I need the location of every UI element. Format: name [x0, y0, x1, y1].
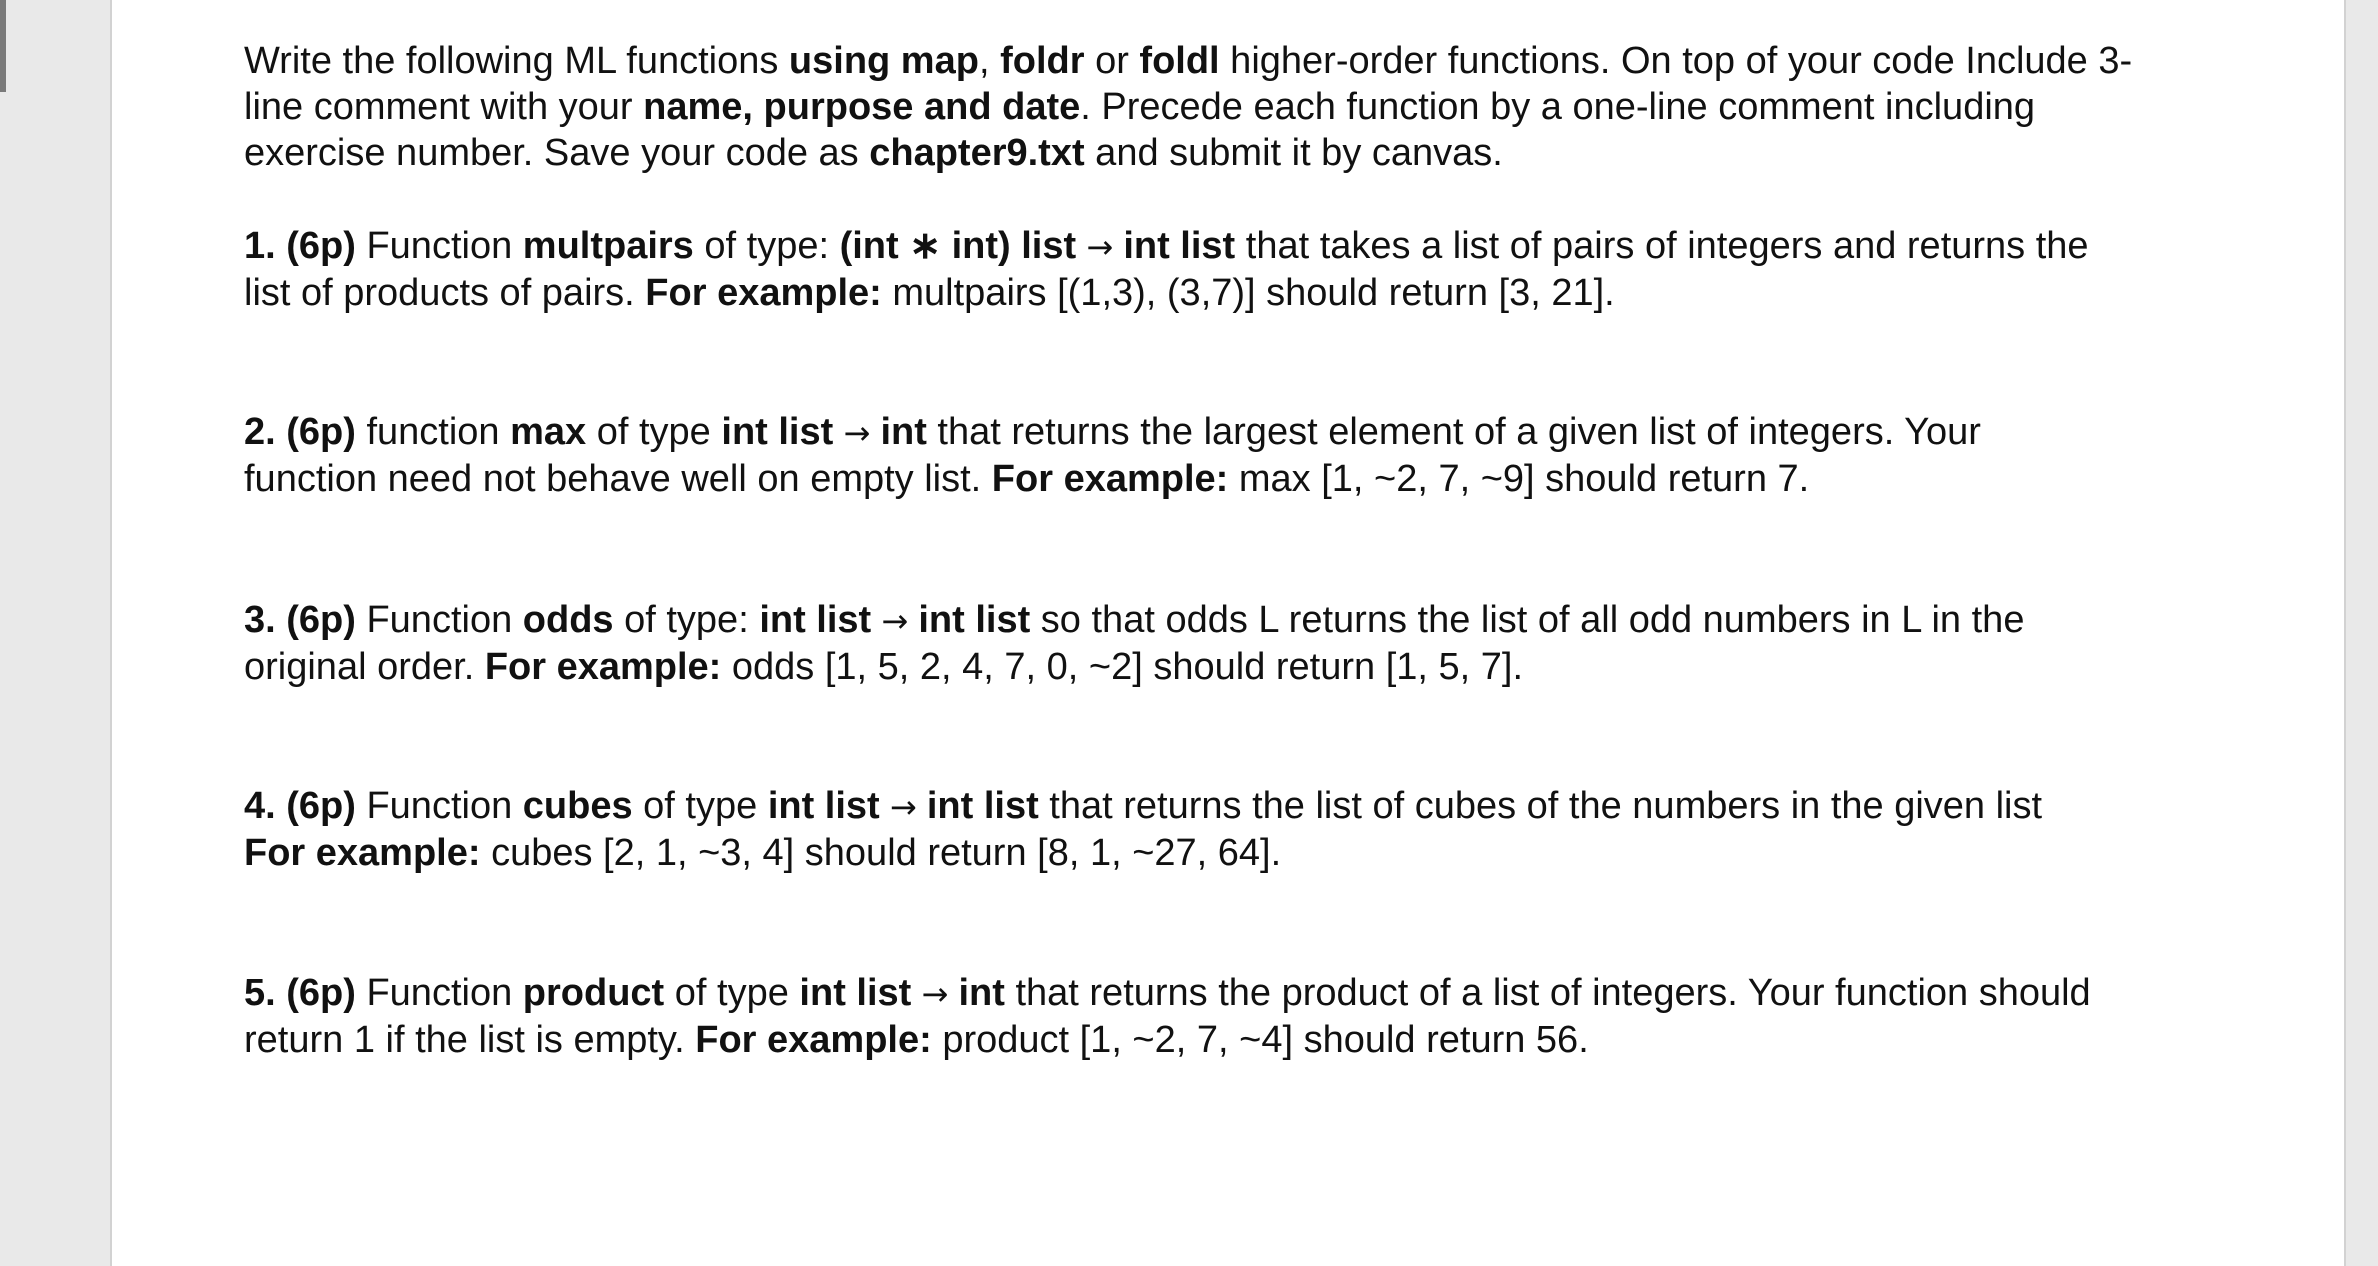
text-run: that returns the product of a list of integers. Your function should — [1004, 972, 2091, 1014]
exercise-number: 3. (6p) — [244, 599, 356, 641]
text-run: Function — [355, 599, 523, 641]
instructions-line — [244, 130, 2254, 176]
example-label: For example: — [645, 272, 882, 314]
text-run: function — [355, 411, 511, 453]
example-label: For example: — [244, 832, 481, 874]
window-left-edge — [0, 0, 6, 92]
type-input: int list — [799, 972, 912, 1014]
text-run: that takes a list of pairs of integers and returns the — [1235, 225, 2089, 267]
arrow-icon: → — [911, 975, 959, 1013]
text-run: multpairs [(1,3), (3,7)] should return [3, 21]. — [881, 272, 1615, 314]
function-name: max — [510, 411, 587, 453]
arrow-icon: → — [871, 602, 919, 640]
text-run: Write the following ML functions — [244, 40, 789, 82]
exercise-line — [244, 409, 2254, 456]
arrow-icon: → — [833, 414, 881, 452]
exercise-line — [244, 270, 2254, 316]
function-name: cubes — [522, 785, 633, 827]
exercise-4 — [244, 783, 2254, 876]
text-run: of type: — [693, 225, 840, 267]
emphasis-foldl: foldl — [1139, 40, 1220, 82]
type-output: int list — [1123, 225, 1236, 267]
text-run: of type: — [613, 599, 760, 641]
exercise-line — [244, 783, 2254, 830]
text-run: max [1, ~2, 7, ~9] should return 7. — [1228, 458, 1810, 500]
text-run: . Precede each function by a one-line comment including — [1080, 86, 2036, 128]
type-output: int — [880, 411, 927, 453]
text-run: odds [1, 5, 2, 4, 7, 0, ~2] should return [1, 5, 7]. — [721, 646, 1524, 688]
text-run: return 1 if the list is empty. — [244, 1019, 696, 1061]
emphasis-name-purpose-date: name, purpose and date — [643, 86, 1081, 128]
example-label: For example: — [484, 646, 722, 688]
function-name: odds — [522, 599, 614, 641]
exercise-line — [244, 223, 2254, 270]
text-run: list of products of pairs. — [244, 272, 646, 314]
exercise-5 — [244, 970, 2254, 1063]
emphasis-using-map: using map — [788, 40, 979, 82]
exercise-line — [244, 970, 2254, 1017]
text-run: , — [978, 40, 1001, 82]
exercise-line — [244, 644, 2254, 690]
text-run: product [1, ~2, 7, ~4] should return 56. — [931, 1019, 1589, 1061]
instructions-line — [244, 38, 2254, 84]
exercise-number: 2. (6p) — [244, 411, 356, 453]
function-name: multpairs — [522, 225, 694, 267]
emphasis-filename: chapter9.txt — [869, 132, 1085, 174]
type-input: int list — [759, 599, 872, 641]
text-run: line comment with your — [244, 86, 644, 128]
exercise-line — [244, 830, 2254, 876]
type-input: int list — [721, 411, 834, 453]
type-output: int list — [926, 785, 1039, 827]
text-run: that returns the largest element of a given list of integers. Your — [926, 411, 1981, 453]
text-run: or — [1084, 40, 1140, 82]
exercise-number: 4. (6p) — [244, 785, 356, 827]
exercise-2 — [244, 409, 2254, 502]
text-run: of type — [586, 411, 722, 453]
text-run: of type — [664, 972, 800, 1014]
text-run: original order. — [244, 646, 485, 688]
exercise-line — [244, 597, 2254, 644]
exercise-line — [244, 456, 2254, 502]
arrow-icon: → — [879, 788, 927, 826]
text-run: exercise number. Save your code as — [244, 132, 870, 174]
example-label: For example: — [695, 1019, 932, 1061]
arrow-icon: → — [1076, 228, 1124, 266]
document-content — [244, 38, 2254, 1063]
exercise-1 — [244, 223, 2254, 316]
exercise-line — [244, 1017, 2254, 1063]
type-input: (int ∗ int) list — [839, 225, 1077, 267]
text-run: Function — [355, 785, 523, 827]
type-output: int list — [918, 599, 1031, 641]
type-input: int list — [767, 785, 880, 827]
text-run: higher-order functions. On top of your code Include 3- — [1219, 40, 2133, 82]
type-output: int — [958, 972, 1005, 1014]
text-run: and submit it by canvas. — [1084, 132, 1503, 174]
text-run: so that odds L returns the list of all odd numbers in L in the — [1030, 599, 2025, 641]
emphasis-foldr: foldr — [1000, 40, 1085, 82]
function-name: product — [522, 972, 665, 1014]
text-run: that returns the list of cubes of the numbers in the given list — [1038, 785, 2043, 827]
text-run: cubes [2, 1, ~3, 4] should return [8, 1, ~27, 64]. — [480, 832, 1282, 874]
instructions-paragraph — [244, 38, 2254, 176]
example-label: For example: — [991, 458, 1229, 500]
instructions-line — [244, 84, 2254, 130]
exercise-3 — [244, 597, 2254, 690]
exercise-number: 1. (6p) — [244, 225, 356, 267]
text-run: function need not behave well on empty list. — [244, 458, 992, 500]
document-page — [110, 0, 2346, 1266]
text-run: Function — [355, 972, 523, 1014]
text-run: Function — [355, 225, 523, 267]
text-run: of type — [632, 785, 768, 827]
exercise-number: 5. (6p) — [244, 972, 356, 1014]
